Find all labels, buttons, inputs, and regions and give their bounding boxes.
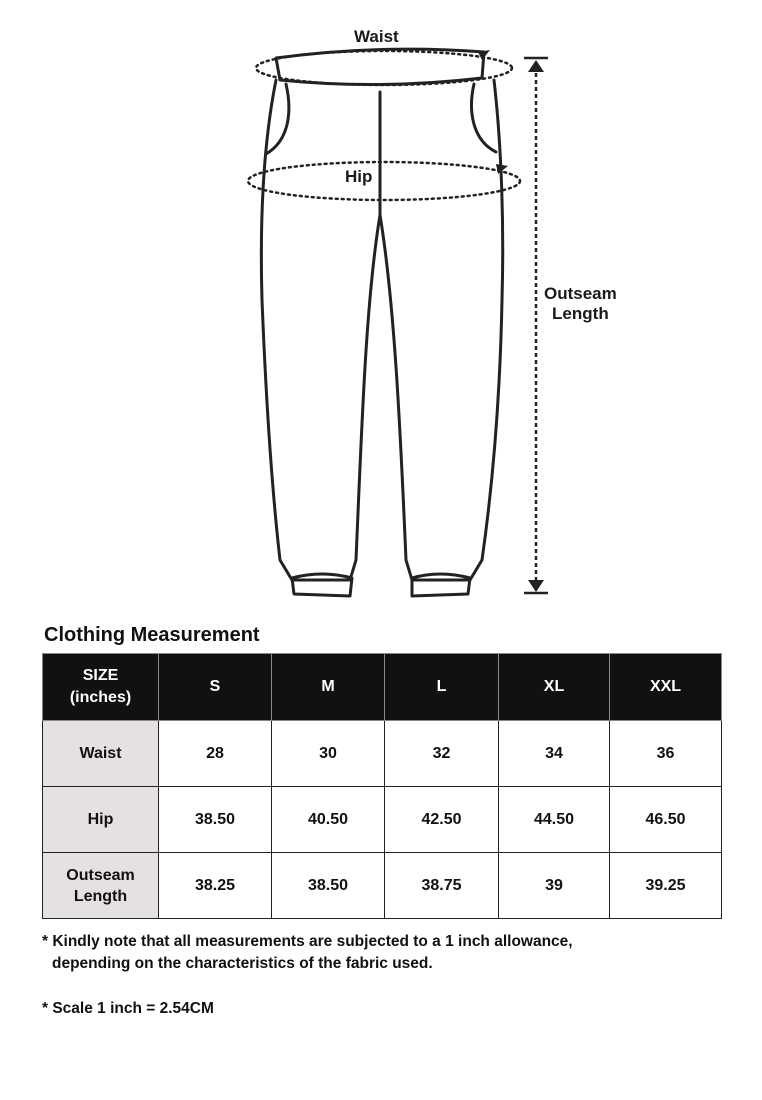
- table-cell: 38.25: [159, 853, 272, 919]
- table-row: [43, 787, 722, 853]
- table-cell: 32: [385, 721, 499, 787]
- allowance-note: [42, 931, 573, 975]
- right-pocket: [472, 84, 496, 152]
- table-cell: 39.25: [610, 853, 722, 919]
- table-cell: 30: [272, 721, 385, 787]
- allowance-note-line1: * Kindly note that all measurements are subjected to a 1 inch allowance,: [42, 933, 573, 950]
- table-cell: 40.50: [272, 787, 385, 853]
- size-l-header: L: [385, 654, 499, 721]
- outseam-label-line1: Outseam: [544, 284, 617, 303]
- row-label-hip: Hip: [43, 787, 159, 853]
- outseam-arrow-top: [528, 60, 544, 72]
- allowance-note-line2: depending on the characteristics of the fabric used.: [52, 955, 433, 972]
- outseam-label-line2: Length: [552, 304, 609, 323]
- right-cuff: [412, 574, 470, 596]
- size-header-cell: SIZE (inches): [43, 654, 159, 721]
- size-xxl-header: XXL: [610, 654, 722, 721]
- row-label-waist: Waist: [43, 721, 159, 787]
- size-s-header: S: [159, 654, 272, 721]
- table-cell: 28: [159, 721, 272, 787]
- outseam-length-label: [544, 284, 617, 324]
- hip-label: Hip: [345, 167, 373, 186]
- table-row: [43, 853, 722, 919]
- table-cell: 38.50: [272, 853, 385, 919]
- hip-measure-loop: [248, 162, 520, 200]
- table-row: [43, 721, 722, 787]
- left-cuff: [292, 574, 352, 596]
- table-cell: 34: [499, 721, 610, 787]
- table-cell: 36: [610, 721, 722, 787]
- table-header-row: [43, 654, 722, 721]
- pants-silhouette: [261, 80, 502, 580]
- scale-note: * Scale 1 inch = 2.54CM: [42, 1000, 214, 1017]
- size-chart-table: [42, 653, 722, 919]
- row-label-outseam-length: Outseam Length: [43, 853, 159, 919]
- table-cell: 38.50: [159, 787, 272, 853]
- table-cell: 42.50: [385, 787, 499, 853]
- size-xl-header: XL: [499, 654, 610, 721]
- table-cell: 39: [499, 853, 610, 919]
- outseam-arrow-bottom: [528, 580, 544, 592]
- clothing-measurement-title: Clothing Measurement: [44, 624, 260, 646]
- table-cell: 46.50: [610, 787, 722, 853]
- table-cell: 44.50: [499, 787, 610, 853]
- table-cell: 38.75: [385, 853, 499, 919]
- size-m-header: M: [272, 654, 385, 721]
- waist-label: Waist: [354, 27, 399, 46]
